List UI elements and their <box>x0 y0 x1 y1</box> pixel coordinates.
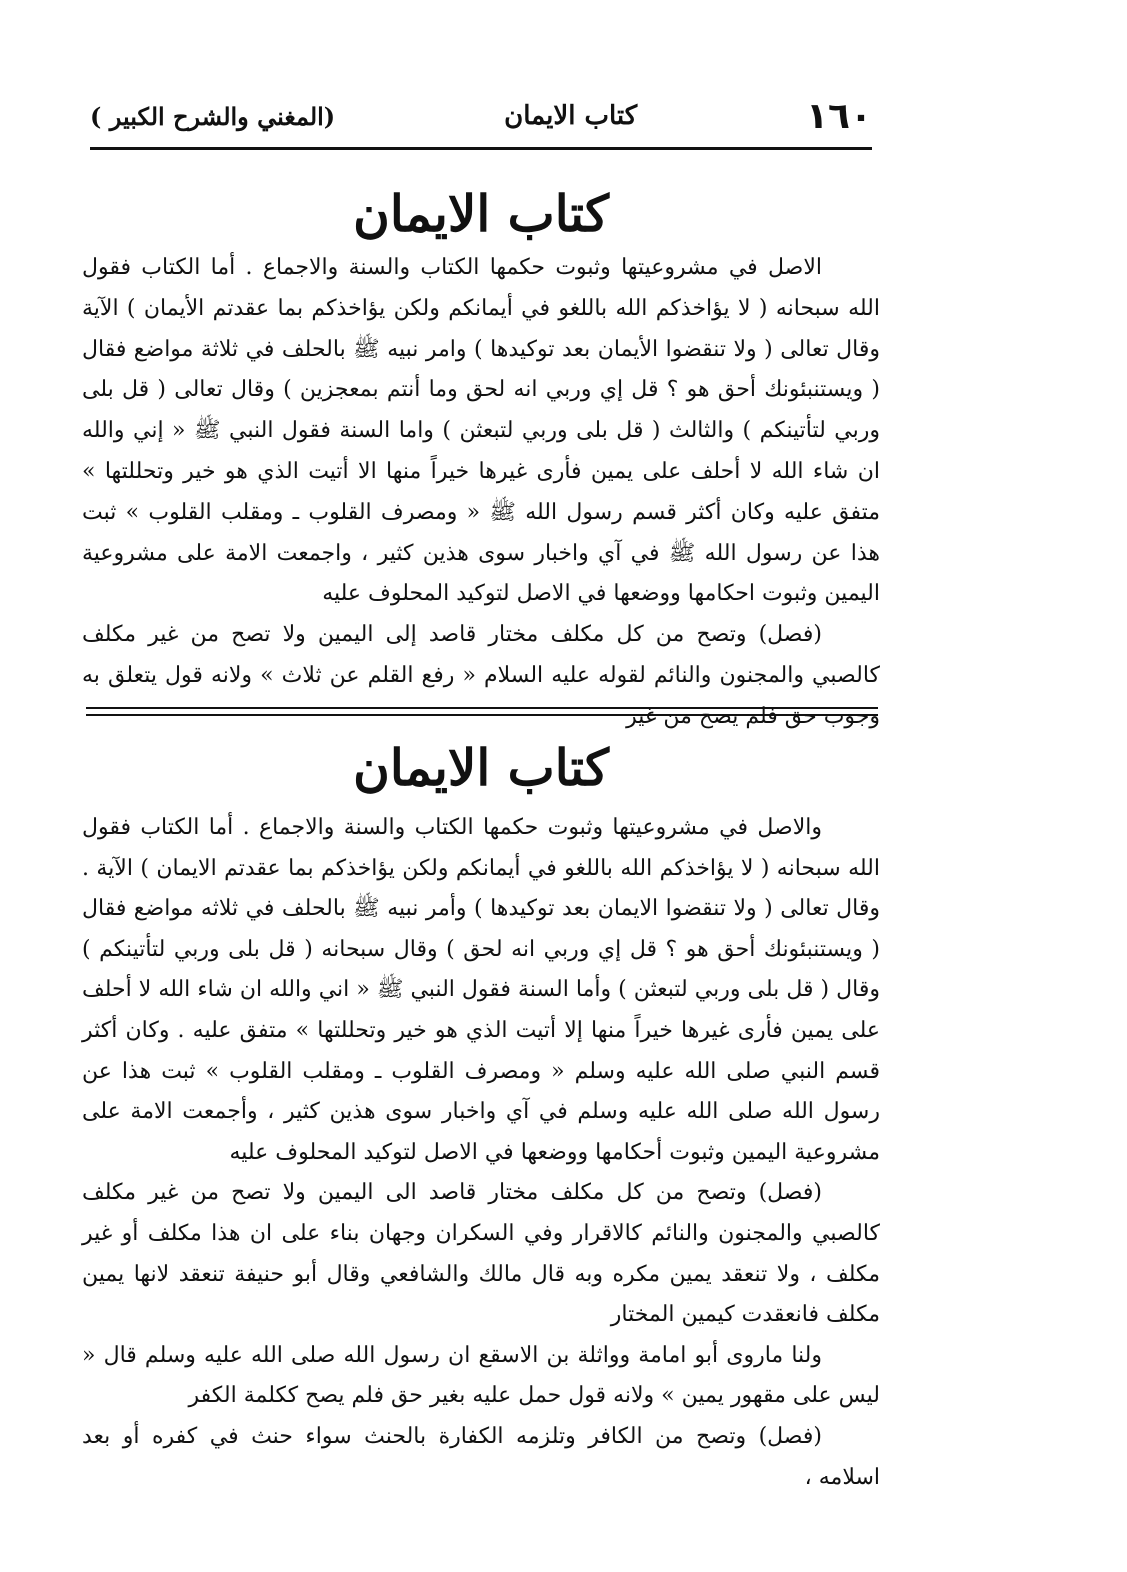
upper-section-title: كتاب الايمان <box>353 184 609 243</box>
header-book-title: (المغني والشرح الكبير ) <box>90 101 336 131</box>
lower-paragraph-3: ولنا ماروى أبو امامة وواثلة بن الاسقع ان رسول الله صلى الله عليه وسلم قال « ليس على مقهور يمين » ولانه قول حمل عليه بغير حق فلم يصح ككلمة الكفر <box>82 1342 880 1409</box>
upper-paragraph-1: الاصل في مشروعيتها وثبوت حكمها الكتاب والسنة والاجماع . أما الكتاب فقول الله سبحانه ( لا يؤاخذكم الله باللغو في أيمانكم ولكن يؤاخذكم بما عقدتم الأيمان ) الآية وقال تعالى ( ولا تنقضوا الأيمان بعد توكيدها ) وامر نبيه ﷺ بالحلف في ثلاثة مواضع فقال ( ويستنبئونك أحق هو ؟ قل إي وربي انه لحق وما أنتم بمعجزين ) وقال تعالى ( قل بلى وربي لتأتينكم ) والثالث ( قل بلى وربي لتبعثن ) واما السنة فقول النبي ﷺ « إني والله ان شاء الله لا أحلف على يمين فأرى غيرها خيراً منها الا أتيت الذي هو خير وتحللتها » متفق عليه وكان أكثر قسم رسول الله ﷺ « ومصرف القلوب ـ ومقلب القلوب » ثبت هذا عن رسول الله ﷺ في آي واخبار سوى هذين كثير ، واجمعت الامة على مشروعية اليمين وثبوت احكامها ووضعها في الاصل لتوكيد المحلوف عليه <box>82 255 881 607</box>
upper-paragraph-2: (فصل) وتصح من كل مكلف مختار قاصد إلى اليمين ولا تصح من غير مكلف كالصبي والمجنون والنائم لقوله عليه السلام « رفع القلم عن ثلاث » ولانه قول يتعلق به وجوب حق فلم يصح من غير <box>82 622 880 729</box>
lower-paragraph-2: (فصل) وتصح من كل مكلف مختار قاصد الى اليمين ولا تصح من غير مكلف كالصبي والمجنون والنائم كالاقرار وفي السكران وجهان بناء على ان هذا مكلف أو غير مكلف ، ولا تنعقد يمين مكره وبه قال مالك والشافعي وقال أبو حنيفة تنعقد لانها يمين مكلف فانعقدت كيمين المختار <box>82 1180 880 1328</box>
header-chapter-title: كتاب الايمان <box>504 101 638 131</box>
lower-section-text <box>82 808 880 1498</box>
running-header <box>90 92 872 140</box>
lower-paragraph-4: (فصل) وتصح من الكافر وتلزمه الكفارة بالحنث سواء حنث في كفره أو بعد اسلامه ، <box>82 1423 880 1490</box>
header-rule <box>90 147 872 150</box>
page-number: ١٦٠ <box>806 95 872 137</box>
upper-section-text <box>82 248 880 738</box>
lower-paragraph-1: والاصل في مشروعيتها وثبوت حكمها الكتاب والسنة والاجماع . أما الكتاب فقول الله سبحانه ( لا يؤاخذكم الله باللغو في أيمانكم ولكن يؤاخذكم بما عقدتم الايمان ) الآية . وقال تعالى ( ولا تنقضوا الايمان بعد توكيدها ) وأمر نبيه ﷺ بالحلف في ثلاثه مواضع فقال ( ويستنبئونك أحق هو ؟ قل إي وربي انه لحق ) وقال سبحانه ( قل بلى وربي لتأتينكم ) وقال ( قل بلى وربي لتبعثن ) وأما السنة فقول النبي ﷺ « اني والله ان شاء الله لا أحلف على يمين فأرى غيرها خيراً منها إلا أتيت الذي هو خير وتحللتها » متفق عليه . وكان أكثر قسم النبي صلى الله عليه وسلم « ومصرف القلوب ـ ومقلب القلوب » ثبت هذا عن رسول الله صلى الله عليه وسلم في آي واخبار سوى هذين كثير ، وأجمعت الامة على مشروعية اليمين وثبوت أحكامها ووضعها في الاصل لتوكيد المحلوف عليه <box>82 815 880 1165</box>
lower-section-title: كتاب الايمان <box>353 738 609 797</box>
section-divider <box>86 707 878 716</box>
